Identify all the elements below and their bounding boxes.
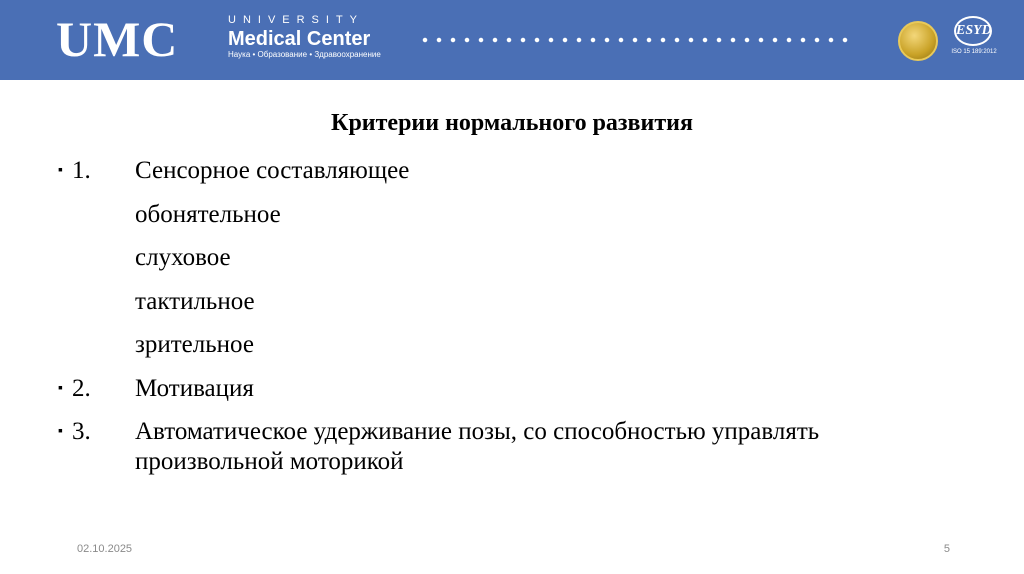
slide-title: Критерии нормального развития (331, 110, 693, 136)
sub-item: зрительное (135, 331, 254, 358)
logo-university: UNIVERSITY (228, 14, 365, 26)
item-text: Сенсорное составляющее (135, 157, 410, 184)
esyd-certification-logo (946, 16, 1002, 64)
item-number: 1. (72, 157, 91, 184)
item-text: Автоматическое удерживание позы, со способностью управлять произвольной моторикой (135, 418, 820, 475)
item-number: 3. (72, 418, 91, 445)
item-number: 2. (72, 374, 91, 402)
logo-medical-center: Medical Center (228, 28, 371, 50)
page-number: 5 (943, 543, 950, 555)
iso-standard-text: ISO 15 189:2012 (951, 49, 997, 55)
logo-text-block (228, 14, 381, 60)
square-bullet-icon: ▪ (58, 380, 63, 396)
gold-seal-icon (898, 21, 938, 61)
esyd-mark: ESYD (954, 16, 992, 46)
sub-item: тактильное (135, 287, 255, 315)
footer-date: 02.10.2025 (77, 543, 133, 555)
list-item (58, 374, 958, 404)
header-banner (0, 0, 1024, 80)
list-item (58, 156, 958, 186)
dotted-divider (418, 36, 853, 44)
square-bullet-icon: ▪ (58, 163, 63, 178)
logo-tagline: Наука • Образование • Здравоохранение (228, 50, 381, 59)
slide-content (58, 156, 958, 491)
square-bullet-icon: ▪ (58, 424, 63, 439)
sub-item: обонятельное (135, 200, 281, 228)
sub-item: слуховое (135, 244, 231, 271)
umc-logo: UMC (56, 11, 179, 67)
item-text: Мотивация (135, 374, 254, 402)
list-item (58, 417, 958, 477)
